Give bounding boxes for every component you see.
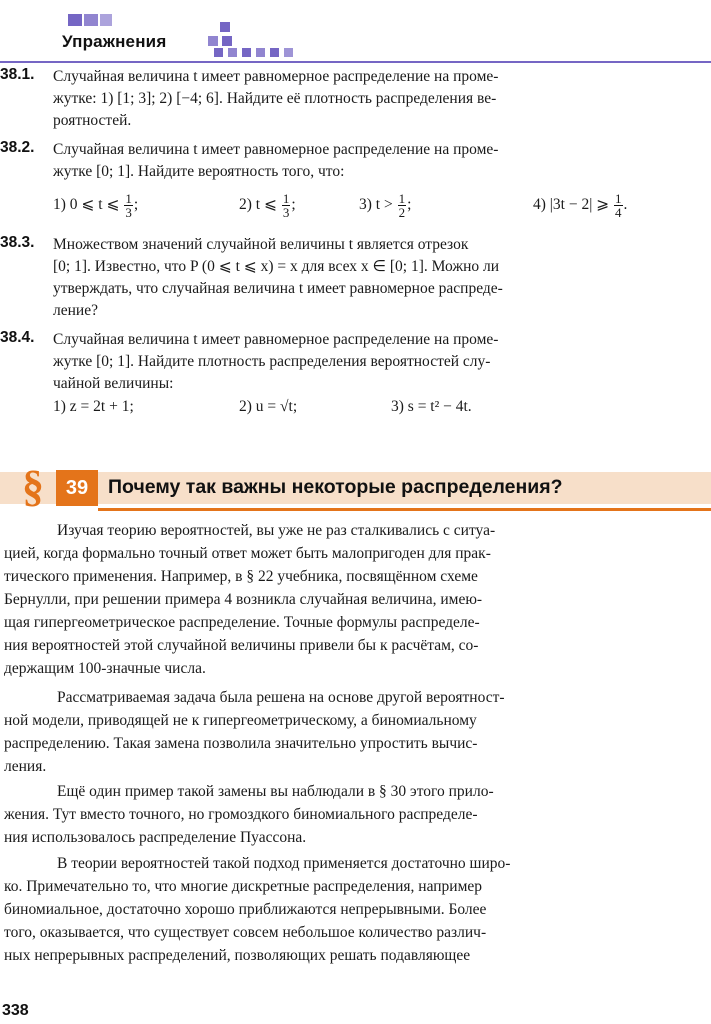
exercises-title: Упражнения: [62, 32, 167, 51]
text-line: цией, когда формально точный ответ может быть малопригоден для прак-: [4, 545, 491, 562]
text-line: жутке: 1) [1; 3]; 2) [−4; 6]. Найдите её плотность распределения ве-: [53, 90, 497, 107]
text-line: ко. Примечательно то, что многие дискретные распределения, например: [4, 878, 483, 895]
text-line: тического применения. Например, в § 22 учебника, посвящённом схеме: [4, 568, 478, 585]
header-rule: [0, 61, 711, 63]
text-line: Изучая теорию вероятностей, вы уже не раз сталкивались с ситуа-: [57, 522, 496, 539]
exercise-number: 38.2.: [0, 139, 35, 156]
text-line: жения. Тут вместо точного, но громоздкого биномиального распределе-: [4, 806, 478, 823]
text-line: жутке [0; 1]. Найдите плотность распределения вероятностей слу-: [53, 353, 491, 370]
exercises-header: [0, 14, 711, 64]
text-line: Случайная величина t имеет равномерное распределение на проме-: [53, 141, 499, 158]
text-line: жутке [0; 1]. Найдите вероятность того, что:: [53, 163, 345, 180]
option-2: 2) t ⩽ $\frac{1}{3}$ ;: [239, 191, 296, 220]
header-decoration: [222, 36, 232, 46]
text-line: Бернулли, при решении примера 4 возникла случайная величина, имею-: [4, 591, 483, 608]
text-line: Ещё один пример такой замены вы наблюдали в § 30 этого прило-: [57, 783, 494, 800]
header-decoration: [270, 48, 279, 57]
paragraph: [4, 519, 711, 680]
option-1: 1) z = 2t + 1;: [53, 398, 134, 415]
exercise-number: 38.3.: [0, 234, 35, 251]
text-line: Множеством значений случайной величины t является отрезок: [53, 236, 469, 253]
text-line: держащим 100-значные числа.: [4, 660, 206, 677]
option-1: 1) 0 ⩽ t ⩽ $\frac{1}{3}$ ;: [53, 191, 139, 220]
text-line: распределению. Такая замена позволила значительно упростить вычис-: [4, 735, 478, 752]
option-3: 3) s = t² − 4t.: [391, 398, 472, 415]
text-line: того, оказывается, что существует совсем небольшое количество различ-: [4, 924, 487, 941]
paragraph: [4, 686, 711, 778]
header-decoration: [228, 48, 237, 57]
section-title: Почему так важны некоторые распределения?: [108, 476, 563, 498]
text-line: чайной величины:: [53, 375, 174, 392]
header-decoration: [68, 14, 82, 26]
exercise-number: 38.4.: [0, 329, 35, 346]
section-symbol: §: [22, 462, 44, 511]
text-line: роятностей.: [53, 112, 132, 129]
page-number: 338: [2, 1002, 29, 1019]
exercise-38-2-options: [53, 191, 693, 220]
text-line: ления.: [4, 758, 47, 775]
header-decoration: [84, 14, 98, 26]
header-decoration: [214, 48, 223, 57]
text-line: биномиальное, достаточно хорошо приближаются непрерывными. Более: [4, 901, 487, 918]
option-4: 4) |3t − 2| ⩾ $\frac{1}{4}$ .: [533, 191, 628, 220]
paragraph: [4, 852, 711, 967]
paragraph: [4, 780, 711, 849]
exercise-text: [53, 234, 711, 322]
option-2: 2) u = √t;: [239, 398, 298, 415]
text-line: утверждать, что случайная величина t имеет равномерное распреде-: [53, 280, 503, 297]
header-decoration: [100, 14, 112, 26]
text-line: [0; 1]. Известно, что P (0 ⩽ t ⩽ x) = x для всех x ∈ [0; 1]. Можно ли: [53, 258, 500, 275]
text-line: Случайная величина t имеет равномерное распределение на проме-: [53, 331, 499, 348]
exercise-number: 38.1.: [0, 66, 35, 83]
exercise-text: [53, 139, 711, 183]
text-line: ния вероятностей этой случайной величины привели бы к расчётам, со-: [4, 637, 479, 654]
option-3: 3) t > $\frac{1}{2}$ ;: [359, 191, 412, 220]
exercise-text: [53, 329, 711, 395]
header-decoration: [256, 48, 265, 57]
exercise-text: [53, 66, 711, 132]
section-rule: [98, 508, 711, 511]
text-line: ной модели, приводящей не к гипергеометрическому, а биномиальному: [4, 712, 477, 729]
text-line: ния использовалось распределение Пуассона.: [4, 829, 307, 846]
header-decoration: [242, 48, 251, 57]
header-decoration: [220, 22, 230, 32]
text-line: ление?: [53, 302, 98, 319]
text-line: ных непрерывных распределений, позволяющих решать подавляющее: [4, 947, 471, 964]
header-decoration: [284, 48, 293, 57]
text-line: Случайная величина t имеет равномерное распределение на проме-: [53, 68, 499, 85]
exercise-38-4-options: [53, 398, 693, 422]
header-decoration: [208, 36, 218, 46]
text-line: Рассматриваемая задача была решена на основе другой вероятност-: [57, 689, 505, 706]
text-line: щая гипергеометрическое распределение. Точные формулы распределе-: [4, 614, 480, 631]
text-line: В теории вероятностей такой подход применяется достаточно широ-: [57, 855, 511, 872]
section-number: 39: [56, 470, 98, 506]
section-heading: [0, 462, 711, 514]
